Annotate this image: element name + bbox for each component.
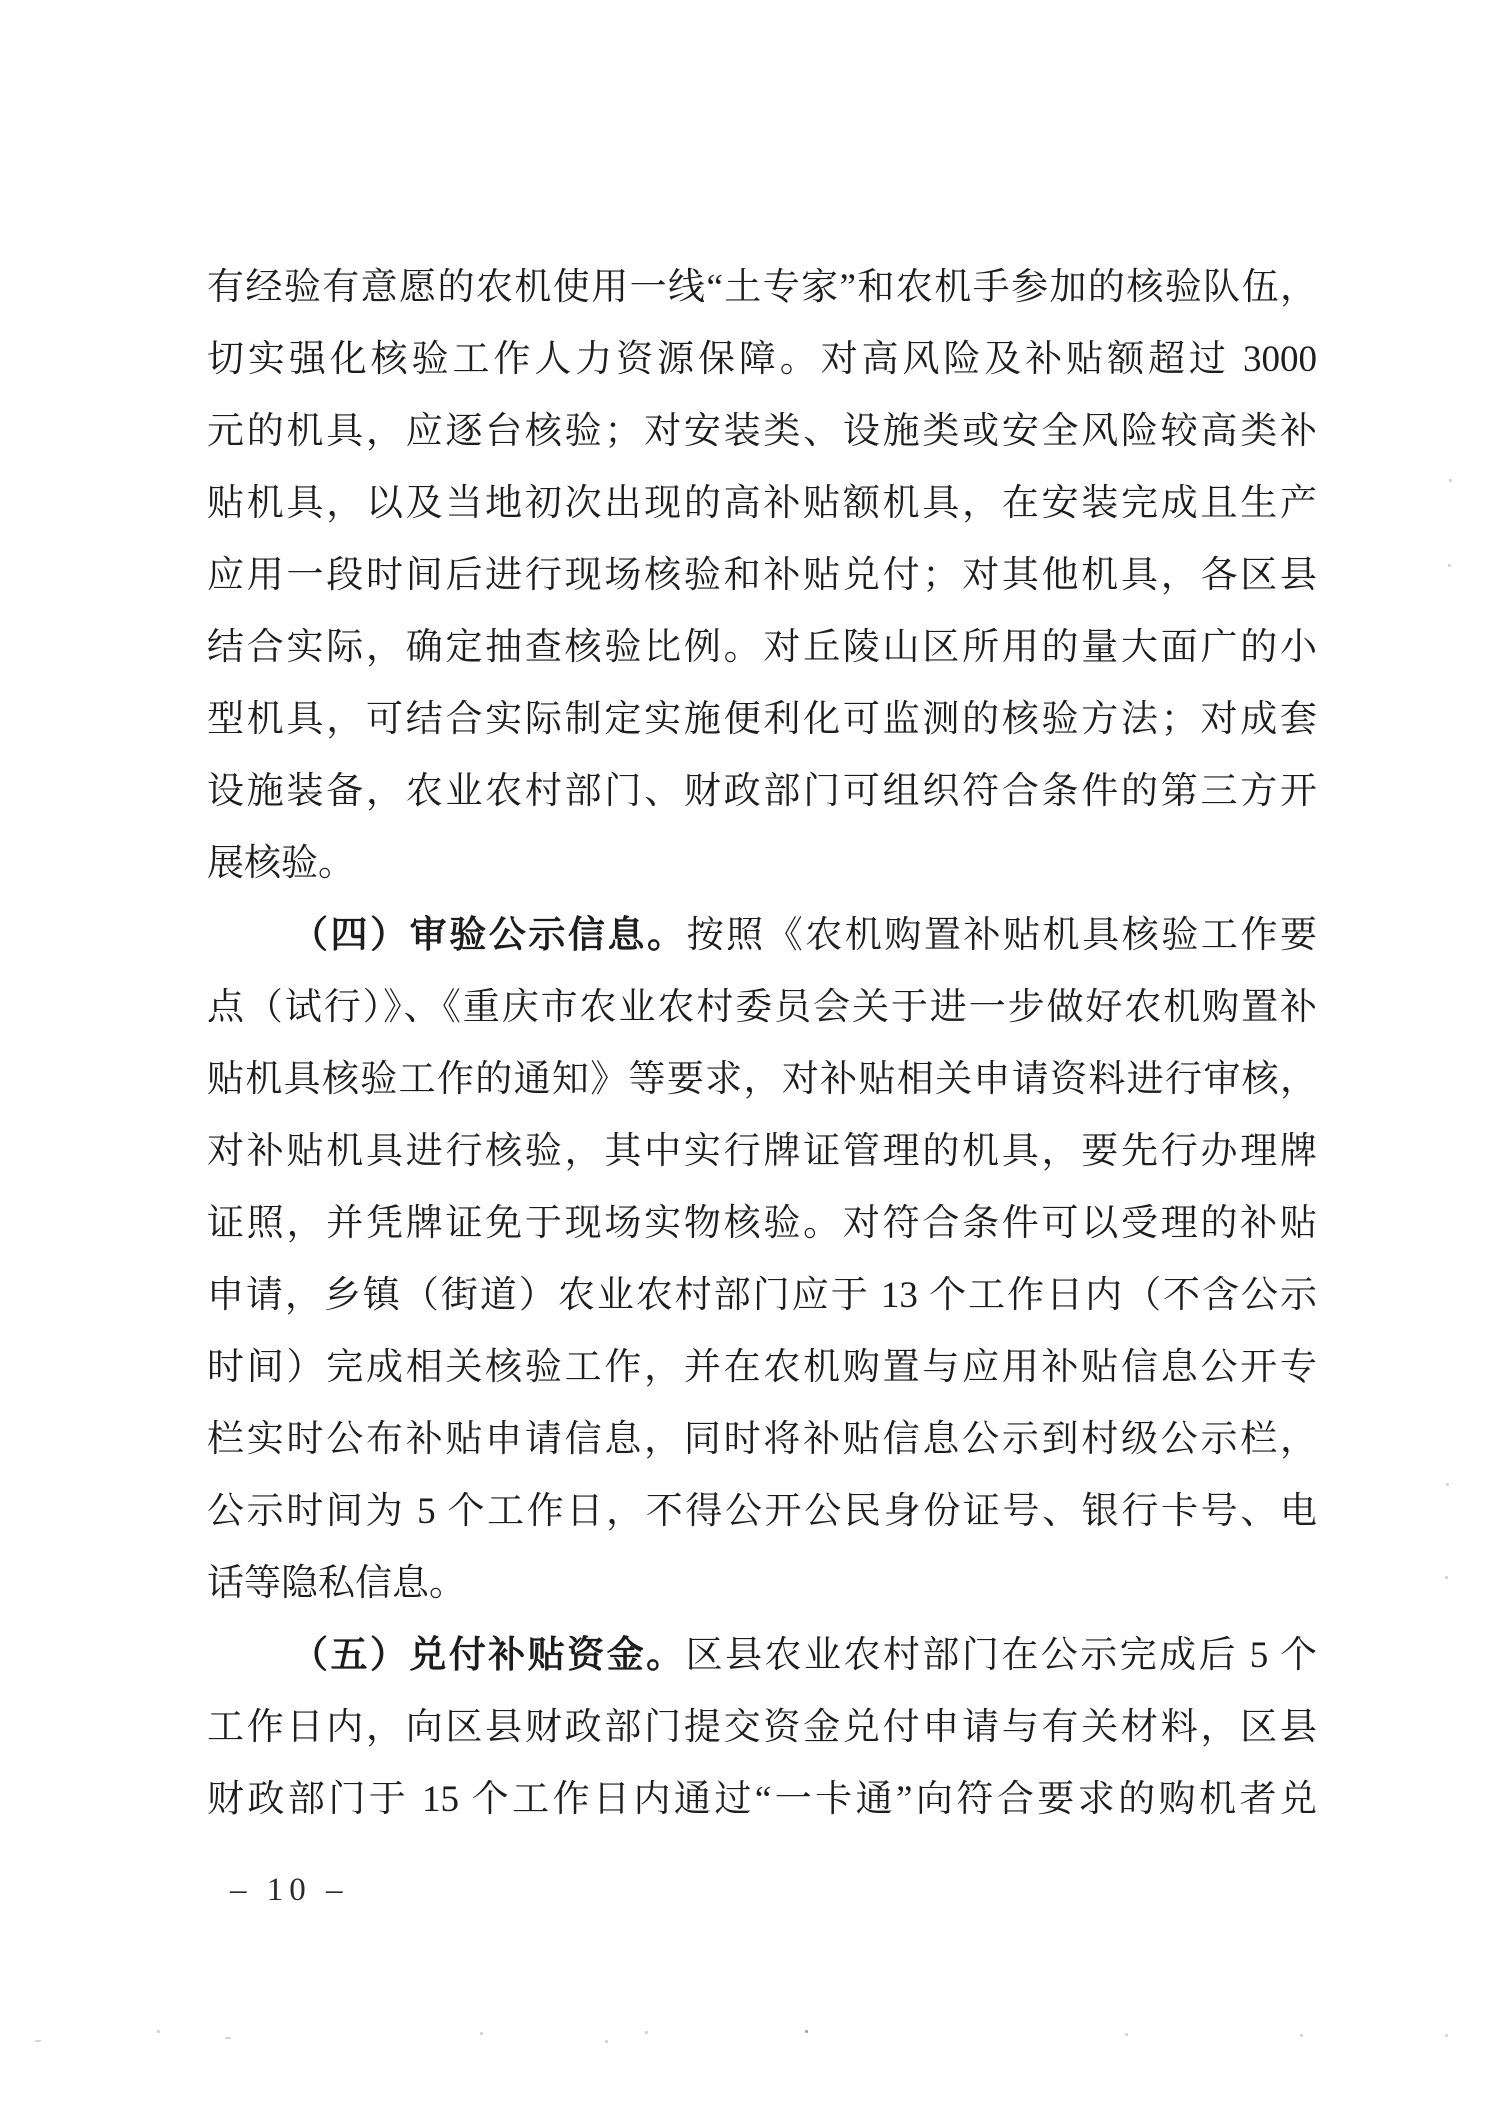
scan-artifact <box>480 2032 483 2035</box>
text-line: 对补贴机具进行核验，其中实行牌证管理的机具，要先行办理牌 <box>207 1131 1317 1172</box>
text-line: 申请，乡镇（街道）农业农村部门应于 13 个工作日内（不含公示 <box>207 1275 1317 1316</box>
text-line: 贴机具核验工作的通知》等要求，对补贴相关申请资料进行审核， <box>207 1059 1317 1100</box>
scan-artifact <box>1445 1576 1448 1579</box>
text-line: 栏实时公布补贴申请信息，同时将补贴信息公示到村级公示栏， <box>207 1419 1317 1460</box>
text-line: 公示时间为 5 个工作日，不得公开公民身份证号、银行卡号、电 <box>207 1491 1317 1532</box>
page-number: – 10 – <box>230 1872 349 1908</box>
scan-artifact <box>1446 1483 1449 1486</box>
text-line: 型机具，可结合实际制定实施便利化可监测的核验方法；对成套 <box>207 699 1317 740</box>
scan-artifact <box>1125 2033 1128 2036</box>
text-line: 有经验有意愿的农机使用一线“土专家”和农机手参加的核验队伍， <box>207 267 1317 308</box>
scan-artifact <box>1445 2034 1448 2037</box>
scan-artifact <box>35 2040 41 2042</box>
text-line: 结合实际，确定抽查核验比例。对丘陵山区所用的量大面广的小 <box>207 627 1317 668</box>
text-line: 时间）完成相关核验工作，并在农机购置与应用补贴信息公开专 <box>207 1347 1317 1388</box>
clause-4-text: 按照《农机购置补贴机具核验工作要 <box>686 915 1317 956</box>
scan-artifact <box>645 2031 648 2034</box>
text-line: 工作日内，向区县财政部门提交资金兑付申请与有关材料，区县 <box>207 1707 1317 1748</box>
document-body <box>207 252 1317 1836</box>
clause-5-text: 区县农业农村部门在公示完成后 5 个 <box>685 1635 1317 1676</box>
text-line: 点（试行）》、《重庆市农业农村委员会关于进一步做好农机购置补 <box>207 987 1317 1028</box>
clause-4-heading: （四）审验公示信息。 <box>291 915 687 956</box>
text-line: 财政部门于 15 个工作日内通过“一卡通”向符合要求的购机者兑 <box>207 1779 1317 1820</box>
clause-5-heading: （五）兑付补贴资金。 <box>291 1635 686 1676</box>
text-line: 话等隐私信息。 <box>207 1563 466 1604</box>
scan-artifact <box>805 2030 808 2033</box>
text-line: 应用一段时间后进行现场核验和补贴兑付；对其他机具，各区县 <box>207 555 1317 596</box>
text-line: 元的机具，应逐台核验；对安装类、设施类或安全风险较高类补 <box>207 411 1317 452</box>
scan-artifact <box>1300 2034 1303 2037</box>
text-line: 设施装备，农业农村部门、财政部门可组织符合条件的第三方开 <box>207 771 1317 812</box>
scan-artifact <box>1449 479 1452 482</box>
text-line <box>207 1620 1317 1692</box>
text-line: 证照，并凭牌证免于现场实物核验。对符合条件可以受理的补贴 <box>207 1203 1317 1244</box>
scan-artifact <box>605 2040 608 2043</box>
scan-artifact <box>157 2030 160 2033</box>
text-line <box>207 900 1317 972</box>
text-line: 切实强化核验工作人力资源保障。对高风险及补贴额超过 3000 <box>207 339 1317 380</box>
text-line: 展核验。 <box>207 843 355 884</box>
scan-artifact <box>225 2037 231 2039</box>
text-line: 贴机具，以及当地初次出现的高补贴额机具，在安装完成且生产 <box>207 483 1317 524</box>
scan-artifact <box>1448 564 1451 567</box>
